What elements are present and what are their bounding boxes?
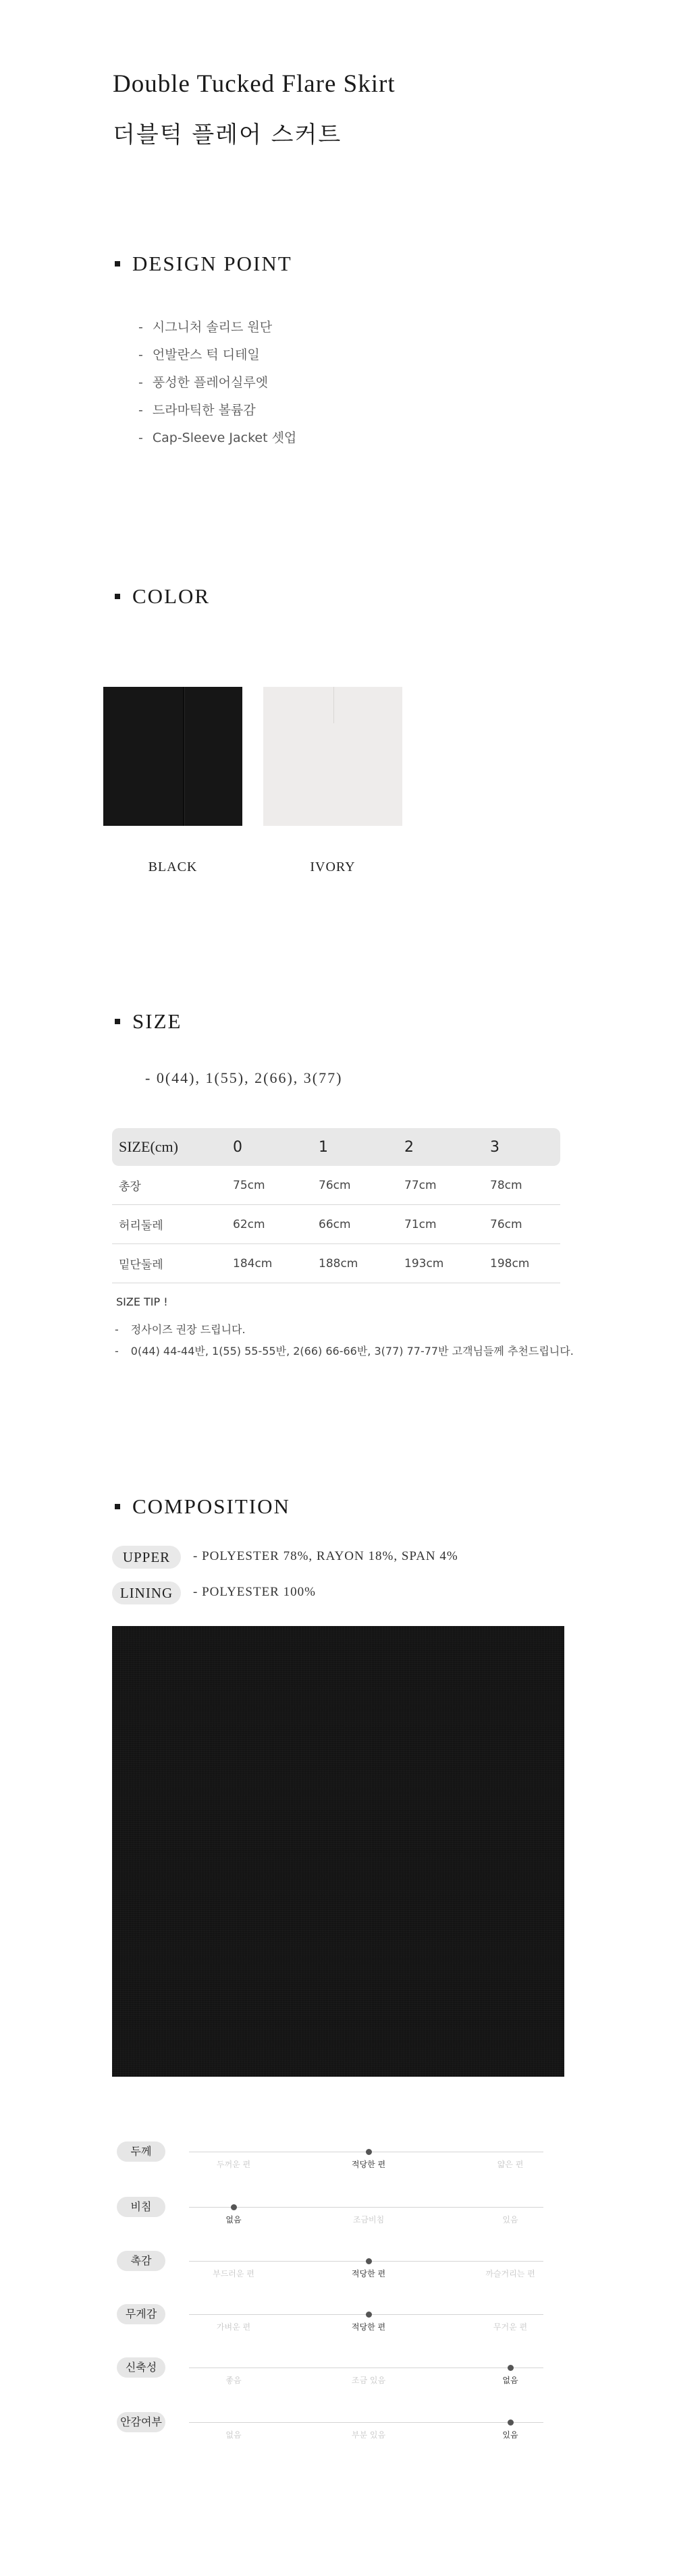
table-header: 3 <box>489 1128 560 1166</box>
table-row <box>112 1166 560 1205</box>
table-cell: 198cm <box>489 1244 560 1283</box>
design-point-heading-text: DESIGN POINT <box>132 252 292 275</box>
table-row <box>112 1244 560 1283</box>
fabric-attr-label: 안감여부 <box>117 2412 165 2432</box>
color-swatch-black[interactable] <box>103 687 242 826</box>
fabric-attr-marker <box>231 2204 237 2210</box>
table-header: SIZE(cm) <box>112 1128 232 1166</box>
fabric-attr-label: 무게감 <box>117 2304 165 2324</box>
table-cell: 밑단둘레 <box>112 1244 232 1283</box>
table-cell: 75cm <box>232 1166 318 1205</box>
composition-text-lining: - POLYESTER 100% <box>193 1585 316 1599</box>
fabric-attr-label: 신축성 <box>117 2357 165 2378</box>
design-point-list <box>138 314 296 452</box>
table-cell: 78cm <box>489 1166 560 1205</box>
bullet-square-icon <box>115 1504 120 1509</box>
table-header: 0 <box>232 1128 318 1166</box>
fabric-attr-option: 조금비침 <box>352 2215 385 2224</box>
fabric-attr-marker <box>508 2419 514 2426</box>
size-table <box>112 1128 560 1283</box>
fabric-attr-scale-line <box>189 2207 543 2208</box>
fabric-attr-option: 부분 있음 <box>351 2430 386 2440</box>
table-cell: 188cm <box>318 1244 404 1283</box>
fabric-attr-marker <box>508 2365 514 2371</box>
fabric-attr-label: 비침 <box>117 2197 165 2217</box>
color-swatch-ivory[interactable] <box>263 687 402 826</box>
table-cell: 184cm <box>232 1244 318 1283</box>
table-cell: 71cm <box>404 1205 489 1244</box>
color-label-ivory: IVORY <box>310 860 356 874</box>
fabric-attr-option: 까슬거리는 편 <box>485 2269 535 2278</box>
table-cell: 총장 <box>112 1166 232 1205</box>
fabric-attr-option: 조금 있음 <box>351 2376 386 2385</box>
table-header: 1 <box>318 1128 404 1166</box>
fabric-attr-marker <box>366 2149 372 2155</box>
fabric-attr-marker <box>366 2258 372 2264</box>
color-heading <box>115 584 210 609</box>
fabric-attr-option: 무거운 편 <box>493 2322 528 2332</box>
table-cell: 허리둘레 <box>112 1205 232 1244</box>
size-heading-text: SIZE <box>132 1009 182 1033</box>
list-item: - 시그니처 솔리드 원단 <box>138 314 296 341</box>
composition-label-upper: UPPER <box>112 1546 181 1569</box>
table-cell: 77cm <box>404 1166 489 1205</box>
table-cell: 193cm <box>404 1244 489 1283</box>
list-item: - 드라마틱한 볼륨감 <box>138 397 296 424</box>
color-label-black: BLACK <box>148 860 198 874</box>
table-cell: 76cm <box>318 1166 404 1205</box>
composition-label-lining: LINING <box>112 1581 181 1604</box>
fabric-attr-label: 촉감 <box>117 2251 165 2271</box>
fabric-attr-option: 없음 <box>225 2215 242 2224</box>
fabric-attr-label: 두께 <box>117 2141 165 2162</box>
color-heading-text: COLOR <box>132 584 211 608</box>
list-item: - 언발란스 턱 디테일 <box>138 341 296 369</box>
fabric-attr-option: 있음 <box>502 2215 518 2224</box>
table-cell: 62cm <box>232 1205 318 1244</box>
composition-heading <box>115 1494 290 1519</box>
table-cell: 66cm <box>318 1205 404 1244</box>
fabric-attr-option: 없음 <box>225 2430 242 2440</box>
fabric-attr-marker <box>366 2312 372 2318</box>
product-title-en: Double Tucked Flare Skirt <box>113 70 396 98</box>
design-point-heading <box>115 252 292 276</box>
list-item: - 0(44) 44-44반, 1(55) 55-55반, 2(66) 66-66반, 3(77) 77-77반 고객님들께 추천드립니다. <box>115 1341 574 1362</box>
fabric-attr-option: 얇은 편 <box>497 2160 524 2169</box>
fabric-attr-option: 가벼운 편 <box>216 2322 251 2332</box>
table-header-row <box>112 1128 560 1166</box>
list-item: - 정사이즈 권장 드립니다. <box>115 1319 574 1341</box>
list-item: - 풍성한 플레어실루엣 <box>138 369 296 397</box>
size-heading <box>115 1009 182 1034</box>
composition-text-upper: - POLYESTER 78%, RAYON 18%, SPAN 4% <box>193 1549 458 1563</box>
fabric-attr-scale-line <box>189 2422 543 2423</box>
bullet-square-icon <box>115 594 120 599</box>
size-available: - 0(44), 1(55), 2(66), 3(77) <box>145 1069 343 1086</box>
bullet-square-icon <box>115 261 120 267</box>
fabric-attr-option: 좋음 <box>225 2376 242 2385</box>
product-title-ko: 더블턱 플레어 스커트 <box>113 121 342 148</box>
seam-line <box>333 687 334 723</box>
fabric-attr-option: 부드러운 편 <box>213 2269 254 2278</box>
bullet-square-icon <box>115 1019 120 1024</box>
table-row <box>112 1205 560 1244</box>
composition-heading-text: COMPOSITION <box>132 1494 290 1518</box>
size-tip-list <box>115 1319 574 1362</box>
fabric-detail-image <box>112 1626 564 2077</box>
fabric-attr-option: 있음 <box>502 2430 518 2440</box>
list-item: - Cap-Sleeve Jacket 셋업 <box>138 424 296 452</box>
fabric-attr-option: 적당한 편 <box>351 2269 386 2278</box>
fabric-attr-option: 적당한 편 <box>351 2160 386 2169</box>
table-header: 2 <box>404 1128 489 1166</box>
fabric-attr-option: 없음 <box>502 2376 518 2385</box>
fabric-attr-option: 적당한 편 <box>351 2322 386 2332</box>
fabric-attr-option: 두꺼운 편 <box>216 2160 251 2169</box>
table-cell: 76cm <box>489 1205 560 1244</box>
size-tip-title: SIZE TIP ! <box>116 1295 168 1308</box>
seam-line <box>183 687 184 826</box>
